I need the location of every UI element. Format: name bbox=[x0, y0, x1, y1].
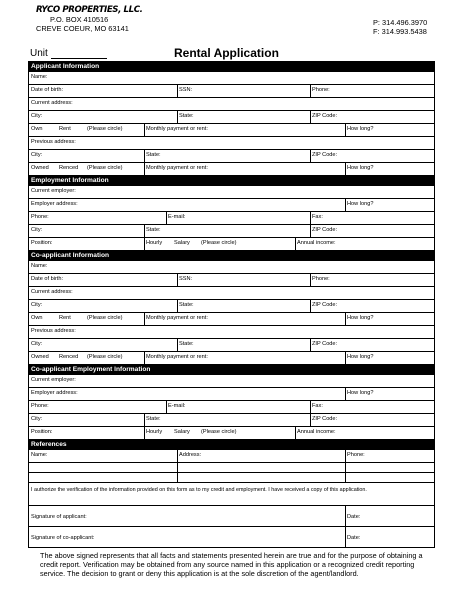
authorization-text: I authorize the verification of the information provided on this form as to my credit and employment. I have received a copy of this application. bbox=[31, 487, 367, 493]
employer-address-label: Employer address: bbox=[31, 390, 78, 396]
section-references: References bbox=[29, 440, 434, 450]
city-label: City: bbox=[31, 302, 43, 308]
co-employer-address-row[interactable] bbox=[29, 388, 434, 401]
coapplicant-prev-city-row[interactable] bbox=[29, 339, 434, 352]
date-label: Date: bbox=[347, 535, 361, 541]
phone-label: Phone: bbox=[312, 276, 330, 282]
applicant-dob-row[interactable] bbox=[29, 85, 434, 98]
salary-option[interactable]: Salary bbox=[174, 240, 190, 246]
company-fax: F: 314.993.5438 bbox=[373, 27, 427, 36]
phone-label: Phone: bbox=[347, 452, 365, 458]
applicant-own-rent-row[interactable] bbox=[29, 124, 434, 137]
applicant-owned-rented-row[interactable] bbox=[29, 163, 434, 176]
state-label: State: bbox=[146, 152, 161, 158]
current-address-label: Current address: bbox=[31, 289, 73, 295]
references-header-row[interactable] bbox=[29, 450, 434, 463]
zip-label: ZIP Code: bbox=[312, 113, 338, 119]
how-long-label: How long? bbox=[347, 126, 374, 132]
state-label: State: bbox=[179, 113, 194, 119]
zip-label: ZIP Code: bbox=[312, 152, 338, 158]
section-employment: Employment Information bbox=[29, 176, 434, 186]
state-label: State: bbox=[179, 302, 194, 308]
previous-address-label: Previous address: bbox=[31, 328, 76, 334]
current-address-label: Current address: bbox=[31, 100, 73, 106]
state-label: State: bbox=[146, 416, 161, 422]
state-label: State: bbox=[179, 341, 194, 347]
zip-label: ZIP Code: bbox=[312, 302, 338, 308]
please-circle-note: (Please circle) bbox=[201, 240, 237, 246]
applicant-previous-address-row[interactable] bbox=[29, 137, 434, 150]
city-label: City: bbox=[31, 113, 43, 119]
please-circle-note: (Please circle) bbox=[87, 165, 123, 171]
how-long-label: How long? bbox=[347, 390, 374, 396]
email-label: E-mail: bbox=[168, 214, 186, 220]
zip-label: ZIP Code: bbox=[312, 341, 338, 347]
fax-label: Fax: bbox=[312, 403, 323, 409]
rent-option[interactable]: Rent bbox=[59, 126, 71, 132]
employer-row[interactable] bbox=[29, 186, 434, 199]
phone-label: Phone: bbox=[31, 214, 49, 220]
applicant-current-address-row[interactable] bbox=[29, 98, 434, 111]
disclaimer-text: The above signed represents that all facts and statements presented herein are true and for the purpose of obtaining a credit report. Verification may be obtained from any source named in this application or a recognized credit reporting service. The decision to grant or deny this application is at the sole discretion of the agent/landlord. bbox=[40, 551, 423, 578]
date-label: Date: bbox=[347, 514, 361, 520]
co-employer-city-row[interactable] bbox=[29, 414, 434, 427]
current-employer-label: Current employer: bbox=[31, 377, 76, 383]
annual-income-label: Annual income: bbox=[297, 429, 336, 435]
phone-label: Phone: bbox=[31, 403, 49, 409]
hourly-option[interactable]: Hourly bbox=[146, 240, 163, 246]
please-circle-note: (Please circle) bbox=[201, 429, 237, 435]
ssn-label: SSN: bbox=[179, 87, 193, 93]
city-label: City: bbox=[31, 227, 43, 233]
address-label: Address: bbox=[179, 452, 202, 458]
unit-field[interactable] bbox=[30, 48, 107, 59]
dob-label: Date of birth: bbox=[31, 276, 64, 282]
company-contact bbox=[373, 18, 427, 36]
monthly-label: Monthly payment or rent: bbox=[146, 126, 208, 132]
signature-coapplicant-label: Signature of co-applicant: bbox=[31, 535, 95, 541]
name-label: Name: bbox=[31, 263, 48, 269]
phone-label: Phone: bbox=[312, 87, 330, 93]
applicant-city-row[interactable] bbox=[29, 111, 434, 124]
rented-option[interactable]: Renced bbox=[59, 165, 79, 171]
zip-label: ZIP Code: bbox=[312, 416, 338, 422]
coapplicant-own-rent-row[interactable] bbox=[29, 313, 434, 326]
page-title: Rental Application bbox=[174, 46, 279, 60]
co-employer-position-row[interactable] bbox=[29, 427, 434, 440]
monthly-label: Monthly payment or rent: bbox=[146, 354, 208, 360]
position-label: Position: bbox=[31, 240, 53, 246]
application-form bbox=[28, 61, 435, 548]
employer-address-label: Employer address: bbox=[31, 201, 78, 207]
reference-row[interactable] bbox=[29, 473, 434, 483]
ssn-label: SSN: bbox=[179, 276, 193, 282]
please-circle-note: (Please circle) bbox=[87, 126, 123, 132]
employer-position-row[interactable] bbox=[29, 238, 434, 251]
how-long-label: How long? bbox=[347, 315, 374, 321]
authorization-row bbox=[29, 483, 434, 506]
applicant-name-row[interactable] bbox=[29, 72, 434, 85]
section-coapplicant-employment: Co-applicant Employment Information bbox=[29, 365, 434, 375]
city-label: City: bbox=[31, 152, 43, 158]
company-city: CREVE COEUR, MO 63141 bbox=[36, 24, 129, 33]
unit-line[interactable] bbox=[51, 49, 107, 59]
name-label: Name: bbox=[31, 74, 48, 80]
fax-label: Fax: bbox=[312, 214, 323, 220]
please-circle-note: (Please circle) bbox=[87, 354, 123, 360]
owned-option[interactable]: Owned bbox=[31, 354, 49, 360]
own-option[interactable]: Own bbox=[31, 126, 43, 132]
applicant-prev-city-row[interactable] bbox=[29, 150, 434, 163]
co-employer-row[interactable] bbox=[29, 375, 434, 388]
previous-address-label: Previous address: bbox=[31, 139, 76, 145]
state-label: State: bbox=[146, 227, 161, 233]
company-header bbox=[36, 6, 142, 33]
email-label: E-mail: bbox=[168, 403, 186, 409]
coapplicant-city-row[interactable] bbox=[29, 300, 434, 313]
owned-option[interactable]: Owned bbox=[31, 165, 49, 171]
current-employer-label: Current employer: bbox=[31, 188, 76, 194]
how-long-label: How long? bbox=[347, 201, 374, 207]
how-long-label: How long? bbox=[347, 165, 374, 171]
employer-phone-row[interactable] bbox=[29, 212, 434, 225]
monthly-label: Monthly payment or rent: bbox=[146, 165, 208, 171]
company-po-box: P.O. BOX 410516 bbox=[50, 15, 109, 24]
coapplicant-owned-rented-row[interactable] bbox=[29, 352, 434, 365]
name-label: Name: bbox=[31, 452, 48, 458]
please-circle-note: (Please circle) bbox=[87, 315, 123, 321]
applicant-signature-row[interactable] bbox=[29, 506, 434, 527]
rented-option[interactable]: Renced bbox=[59, 354, 79, 360]
coapplicant-previous-address-row[interactable] bbox=[29, 326, 434, 339]
company-logo: RYCO PROPERTIES, LLC. bbox=[36, 5, 143, 15]
zip-label: ZIP Code: bbox=[312, 227, 338, 233]
employer-address-row[interactable] bbox=[29, 199, 434, 212]
city-label: City: bbox=[31, 416, 43, 422]
position-label: Position: bbox=[31, 429, 53, 435]
company-phone: P: 314.496.3970 bbox=[373, 18, 428, 27]
salary-option[interactable]: Salary bbox=[174, 429, 190, 435]
city-label: City: bbox=[31, 341, 43, 347]
how-long-label: How long? bbox=[347, 354, 374, 360]
annual-income-label: Annual income: bbox=[297, 240, 336, 246]
reference-row[interactable] bbox=[29, 463, 434, 473]
coapplicant-name-row[interactable] bbox=[29, 261, 434, 274]
hourly-option[interactable]: Hourly bbox=[146, 429, 163, 435]
coapplicant-current-address-row[interactable] bbox=[29, 287, 434, 300]
dob-label: Date of birth: bbox=[31, 87, 64, 93]
monthly-label: Monthly payment or rent: bbox=[146, 315, 208, 321]
coapplicant-dob-row[interactable] bbox=[29, 274, 434, 287]
unit-label: Unit bbox=[30, 48, 48, 59]
rent-option[interactable]: Rent bbox=[59, 315, 71, 321]
co-employer-phone-row[interactable] bbox=[29, 401, 434, 414]
coapplicant-signature-row[interactable] bbox=[29, 527, 434, 548]
section-coapplicant: Co-applicant Information bbox=[29, 251, 434, 261]
section-applicant: Applicant Information bbox=[29, 62, 434, 72]
own-option[interactable]: Own bbox=[31, 315, 43, 321]
employer-city-row[interactable] bbox=[29, 225, 434, 238]
signature-applicant-label: Signature of applicant: bbox=[31, 514, 87, 520]
